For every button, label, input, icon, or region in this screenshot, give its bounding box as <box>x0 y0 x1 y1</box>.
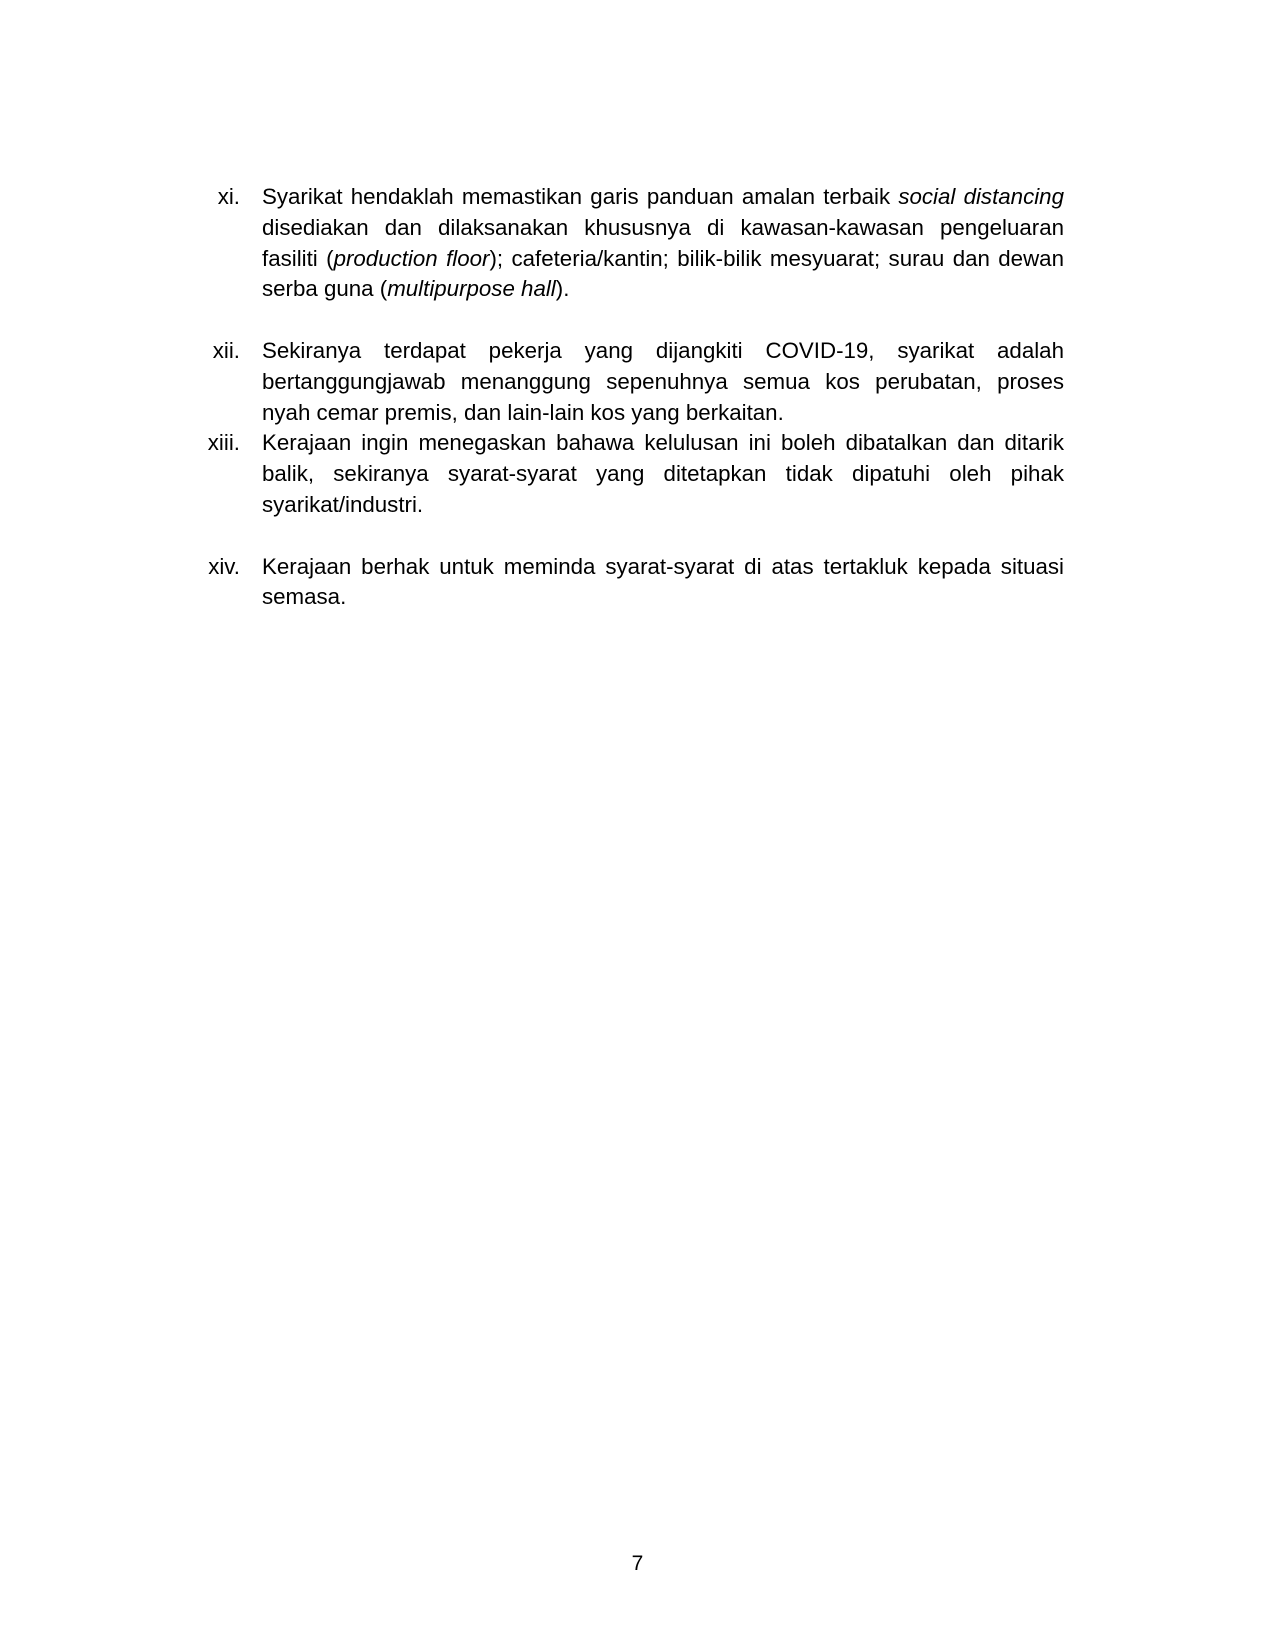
item-number: xiii. <box>207 430 240 456</box>
list-item-xiii <box>190 428 1064 520</box>
text-segment: Kerajaan berhak untuk meminda syarat-syarat di atas tertakluk kepada situasi semasa. <box>262 553 1064 610</box>
list-item-xii <box>190 336 1064 428</box>
italic-term: multipurpose hall <box>387 276 556 302</box>
item-text <box>262 336 1064 428</box>
item-number: xii. <box>212 337 240 363</box>
page-number: 7 <box>631 1552 644 1575</box>
list-item-xi <box>190 182 1064 305</box>
paragraph-gap <box>190 521 1064 552</box>
text-segment: Syarikat hendaklah memastikan garis panduan amalan terbaik <box>262 184 899 209</box>
italic-term: production floor <box>333 245 490 271</box>
item-text <box>262 428 1064 520</box>
text-segment: disediakan dan dilaksanakan khususnya di kawasan-kawasan pengeluaran fasiliti ( <box>262 214 1064 271</box>
item-text <box>262 182 1064 305</box>
text-segment: ); cafeteria/kantin; bilik-bilik mesyuarat; surau dan dewan serba guna ( <box>262 245 1064 302</box>
paragraph-gap <box>190 305 1064 336</box>
item-number: xiv. <box>208 553 240 579</box>
list-item-xiv <box>190 552 1064 614</box>
text-segment: ). <box>555 276 570 302</box>
conditions-list <box>190 182 1064 613</box>
text-segment: Kerajaan ingin menegaskan bahawa kelulusan ini boleh dibatalkan dan ditarik balik, sekiranya syarat-syarat yang ditetapkan tidak dipatuhi oleh pihak syarikat/industri. <box>262 430 1064 517</box>
item-number: xi. <box>217 184 240 209</box>
text-segment: Sekiranya terdapat pekerja yang dijangkiti COVID-19, syarikat adalah bertanggungjawab menanggung sepenuhnya semua kos perubatan, proses nyah cemar premis, dan lain-lain kos yang berkaitan. <box>262 337 1064 425</box>
item-text <box>262 552 1064 614</box>
italic-term: social distancing <box>898 184 1064 209</box>
